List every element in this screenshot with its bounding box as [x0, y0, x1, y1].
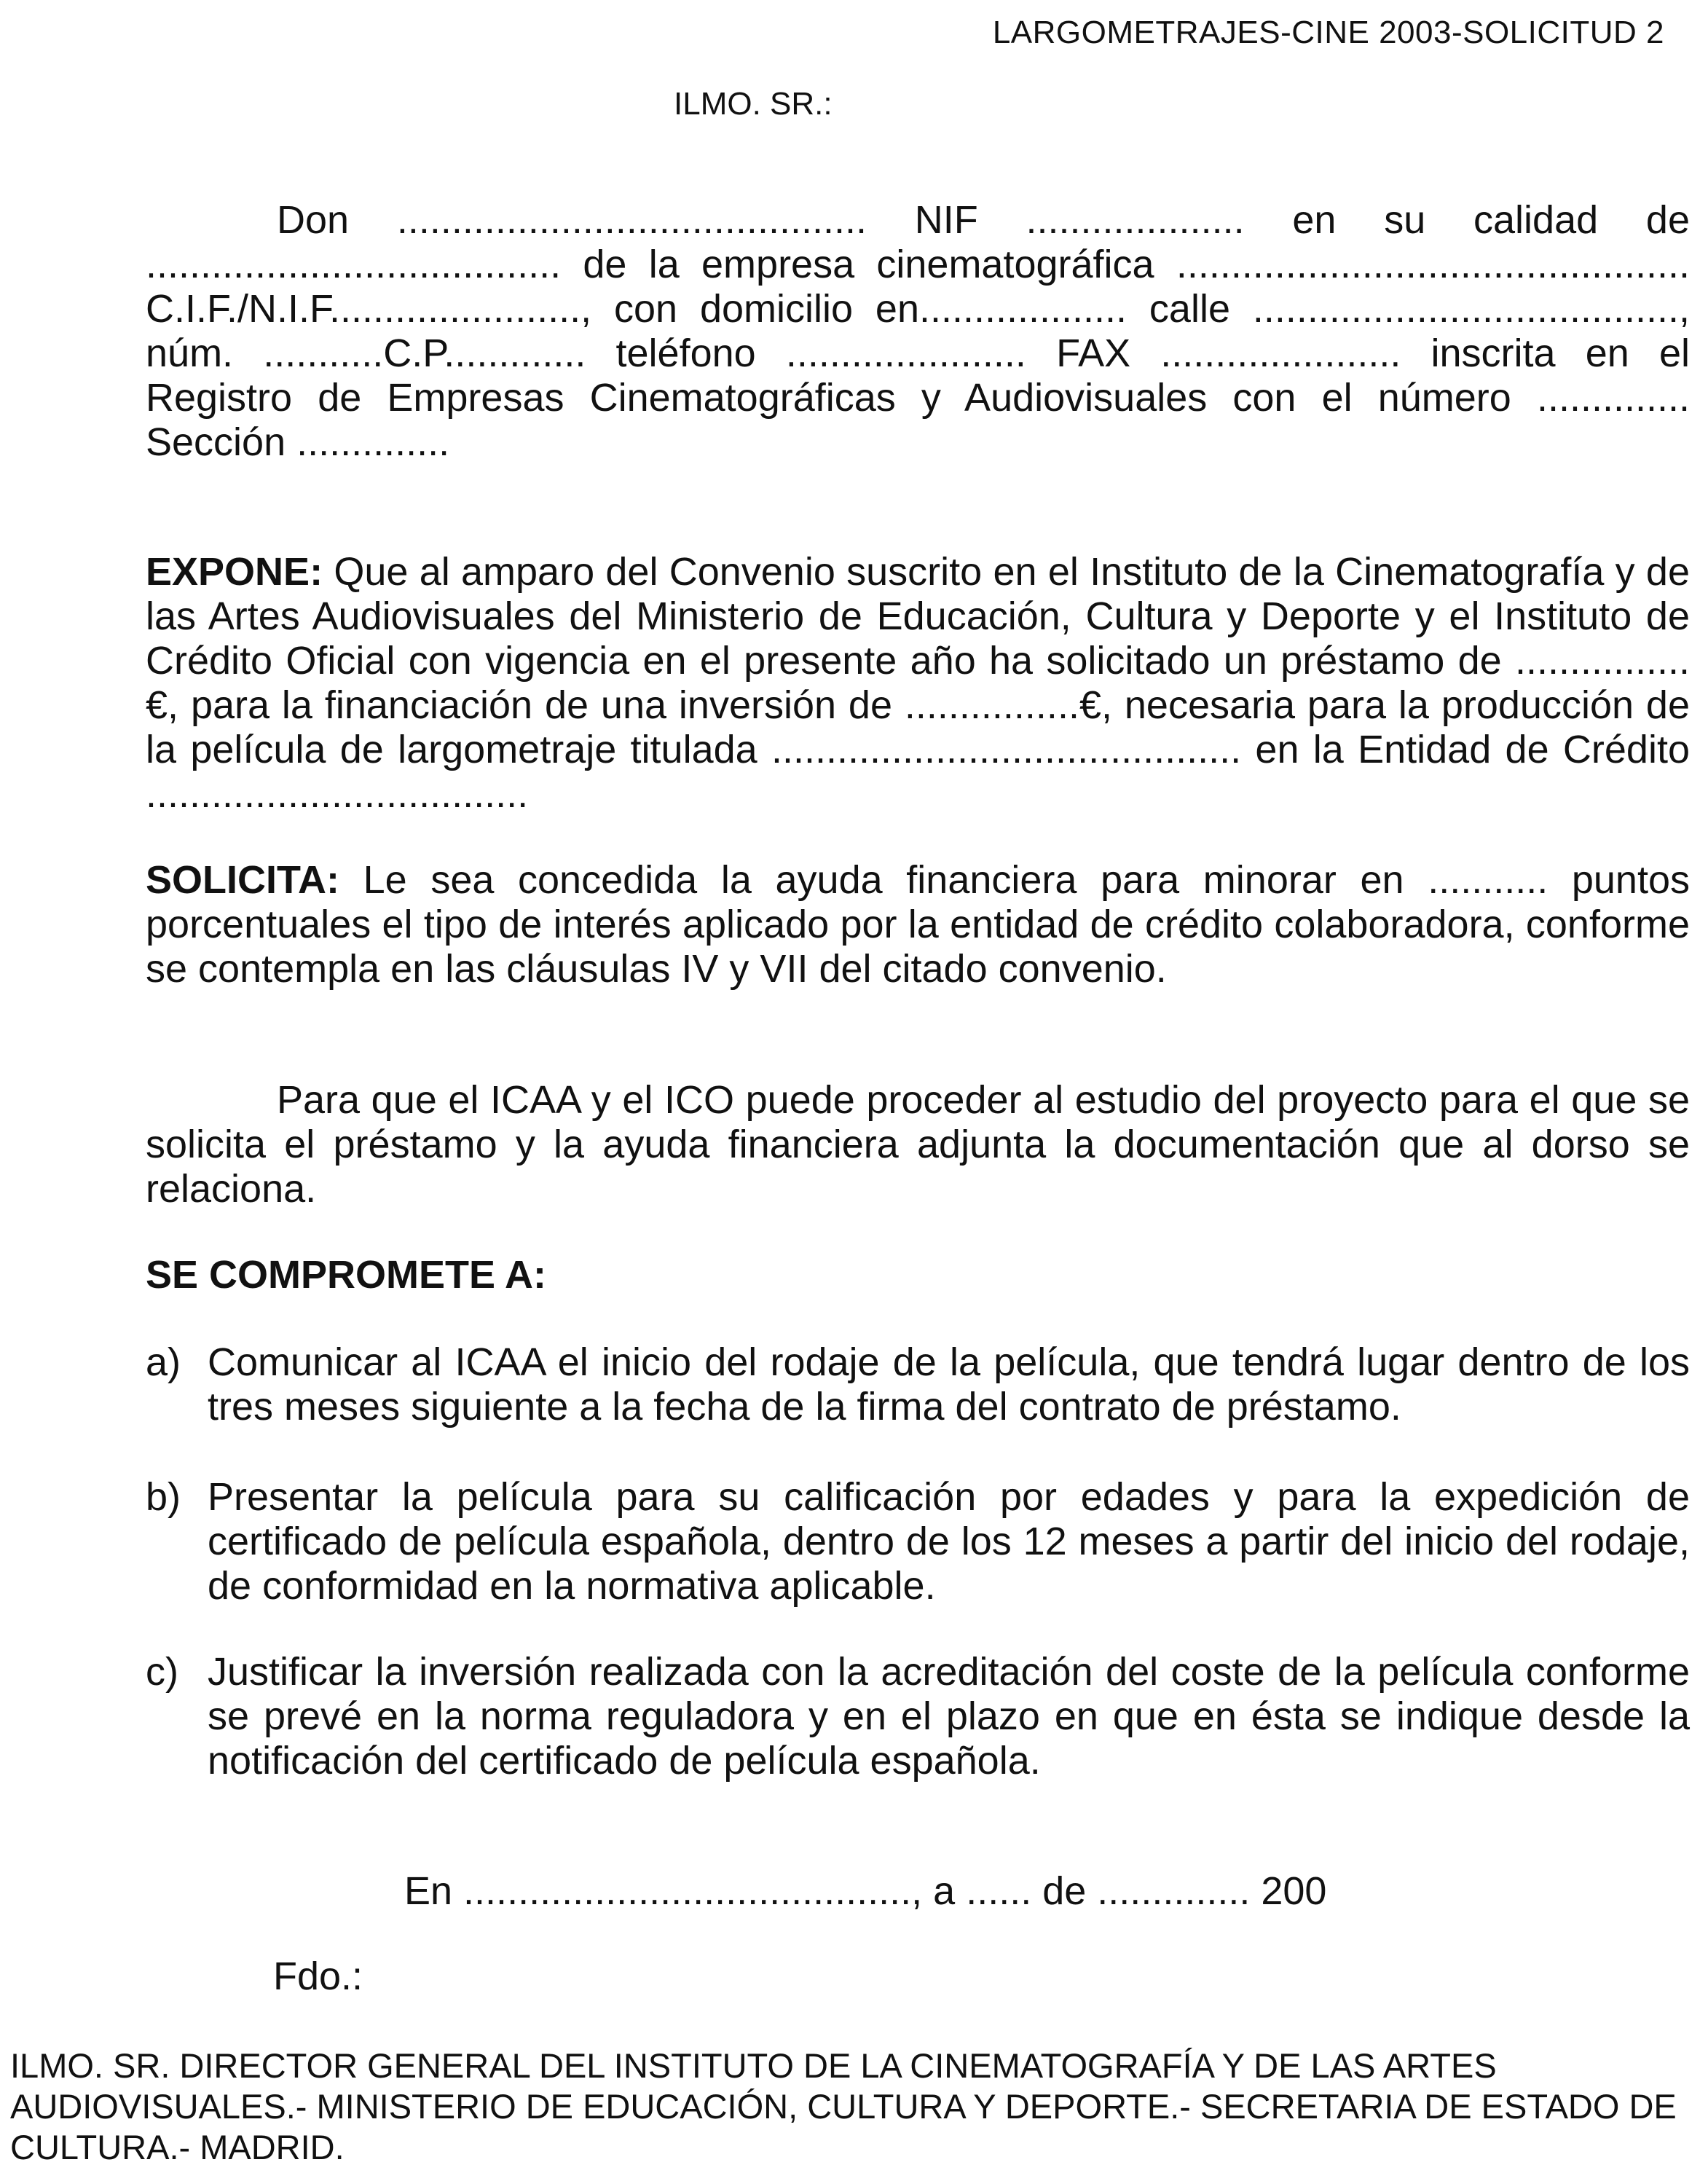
commitment-text: Comunicar al ICAA el inicio del rodaje de la película, que tendrá lugar dentro de los tres meses siguiente a la fecha de la firma del contrato de préstamo.: [208, 1340, 1690, 1429]
commitment-text: Presentar la película para su calificación por edades y para la expedición de certificado de película española, dentro de los 12 meses a partir del inicio del rodaje, de conformidad en la normativa aplicable.: [208, 1475, 1690, 1608]
document-code: LARGOMETRAJES-CINE 2003-SOLICITUD 2: [992, 15, 1664, 50]
documentation-paragraph: [146, 1078, 1690, 1211]
expone-text: Que al amparo del Convenio suscrito en el Instituto de la Cinematografía y de las Artes Audiovisuales del Ministerio de Educación, Cultura y Deporte y el Instituto de Crédito Oficial con vigencia en el presente año ha solicitado un préstamo de ................ €, para la financiación de una inversión de ................€, necesaria para la producción de la película de largometraje titulada ........................................... en la Entidad de Crédito ...................................: [146, 550, 1690, 816]
commitment-text: Justificar la inversión realizada con la acreditación del coste de la película conforme se prevé en la norma reguladora y en el plazo en que en ésta se indique desde la notificación del certificado de película española.: [208, 1650, 1690, 1783]
expone-paragraph: [146, 550, 1690, 817]
commitment-letter: a): [146, 1340, 181, 1384]
applicant-details-text: Don ........................................... NIF .................... en su calidad de ...................................... de la empresa cinematográfica ............................................... C.I.F./N.I.F......................., con domicilio en................... calle ......................................., núm. ...........C.P............. teléfono ...................... FAX ...................... inscrita en el Registro de Empresas Cinematográficas y Audiovisuales con el número .............. Sección ..............: [146, 198, 1690, 464]
solicita-text: Le sea concedida la ayuda financiera para minorar en ........... puntos porcentuales el tipo de interés aplicado por la entidad de crédito colaboradora, conforme se contempla en las cláusulas IV y VII del citado convenio.: [146, 858, 1690, 991]
commitment-item-a: [146, 1340, 1690, 1429]
applicant-details-paragraph: [146, 198, 1690, 465]
solicita-label: SOLICITA:: [146, 858, 339, 902]
solicita-paragraph: [146, 858, 1690, 991]
salutation: ILMO. SR.:: [674, 86, 833, 122]
documentation-text: Para que el ICAA y el ICO puede proceder al estudio del proyecto para el que se solicita el préstamo y la ayuda financiera adjunta la documentación que al dorso se relaciona.: [146, 1078, 1690, 1211]
expone-section: [146, 550, 1690, 817]
commitment-item-b: [146, 1475, 1690, 1608]
commitment-letter: c): [146, 1650, 178, 1694]
expone-label: EXPONE:: [146, 550, 323, 594]
commitment-letter: b): [146, 1475, 181, 1519]
solicita-section: [146, 858, 1690, 991]
compromete-heading: SE COMPROMETE A:: [146, 1253, 547, 1297]
place-date-line: En ........................................., a ...... de .............. 200: [404, 1869, 1327, 1913]
signature-label: Fdo.:: [273, 1954, 363, 1998]
addressee-block: ILMO. SR. DIRECTOR GENERAL DEL INSTITUTO DE LA CINEMATOGRAFÍA Y DE LAS ARTES AUDIOVISUALES.- MINISTERIO DE EDUCACIÓN, CULTURA Y DEPORTE.- SECRETARIA DE ESTADO DE CULTURA.- MADRID.: [10, 2046, 1677, 2166]
commitment-item-c: [146, 1650, 1690, 1783]
